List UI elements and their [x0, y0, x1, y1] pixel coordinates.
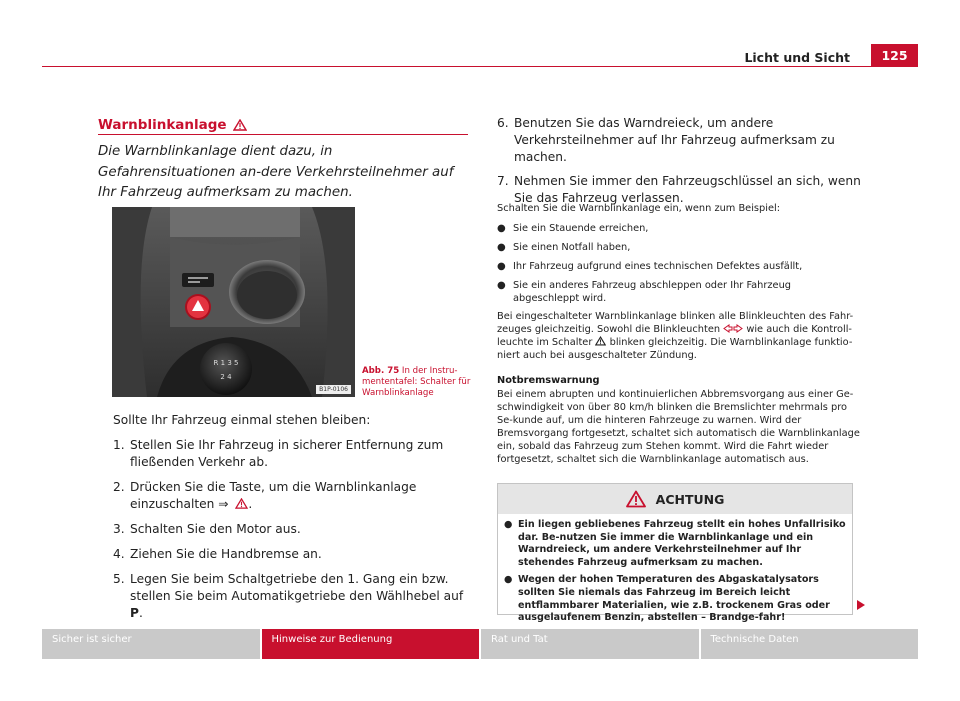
- step-text: Drücken Sie die Taste, um die Warnblinkanlage einzuschalten ⇒: [130, 480, 417, 511]
- bullet-text: Sie ein Stauende erreichen,: [513, 223, 649, 234]
- footer-tab-sicher[interactable]: Sicher ist sicher: [42, 629, 260, 659]
- step-number: 1.: [113, 438, 125, 452]
- step-text: Legen Sie beim Schaltgetriebe den 1. Gang ein bzw. stellen Sie beim Automatikgetriebe den Wählhebel auf: [130, 572, 464, 603]
- step-item: [113, 521, 473, 538]
- step-item: [497, 115, 863, 166]
- step-number: 5.: [113, 572, 125, 586]
- running-header: Licht und Sicht: [744, 50, 850, 65]
- footer-tab-bedienung[interactable]: Hinweise zur Bedienung: [262, 629, 480, 659]
- bullet-item: [497, 260, 859, 273]
- bullet-dot: ●: [504, 519, 513, 530]
- step-number: 3.: [113, 522, 125, 536]
- step-list-right: [497, 115, 863, 214]
- bullet-text: Ihr Fahrzeug aufgrund eines technischen Defektes ausfällt,: [513, 261, 803, 272]
- step-text: Ziehen Sie die Handbremse an.: [130, 547, 322, 561]
- footer-tab-rat-und-tat[interactable]: Rat und Tat: [481, 629, 699, 659]
- blinker-note: [497, 310, 861, 362]
- turn-signal-arrows-icon: [723, 324, 743, 333]
- center-console-illustration: [112, 207, 355, 397]
- bullet-dot: ●: [497, 223, 506, 234]
- bullet-item: [497, 241, 859, 254]
- bullet-dot: ●: [497, 280, 506, 291]
- bullet-text: Sie ein anderes Fahrzeug abschleppen oder Ihr Fahrzeug abgeschleppt wird.: [513, 280, 792, 304]
- section-title-text: Warnblinkanlage: [98, 117, 227, 133]
- warning-triangle-icon: [235, 498, 248, 509]
- warning-item: [504, 519, 846, 569]
- figure-caption-label: Abb. 75: [362, 366, 400, 376]
- step-number: 4.: [113, 547, 125, 561]
- figure-photo: [112, 207, 355, 397]
- step-item: [113, 571, 473, 622]
- step-item: [113, 437, 473, 471]
- bullet-text: Sie einen Notfall haben,: [513, 242, 631, 253]
- warning-item: [504, 574, 846, 624]
- gear-position-p: P: [130, 606, 139, 620]
- step-text: Stellen Sie Ihr Fahrzeug in sicherer Entfernung zum fließenden Verkehr ab.: [130, 438, 444, 469]
- figure-caption: [362, 366, 472, 399]
- warning-box: [497, 483, 853, 624]
- step-list-left: [113, 437, 473, 630]
- warning-triangle-icon: [233, 119, 247, 131]
- bullet-item: [497, 279, 859, 305]
- step-text-wrap: Drücken Sie die Taste, um die Warnblinkanlage einzuschalten ⇒ .: [130, 480, 417, 511]
- page-number: 125: [871, 44, 918, 66]
- section-intro: Die Warnblinkanlage dient dazu, in Gefahrensituationen an-dere Verkehrsteilnehmer auf Ihr Fahrzeug aufmerksam zu machen.: [98, 144, 454, 200]
- bullet-dot: ●: [504, 574, 513, 586]
- section-title: [98, 117, 247, 133]
- instructions-lead: Sollte Ihr Fahrzeug einmal stehen bleiben:: [113, 413, 371, 427]
- bullet-item: [497, 222, 859, 235]
- step-number: 2.: [113, 480, 125, 494]
- warning-box-header: [498, 484, 852, 514]
- step-text: Nehmen Sie immer den Fahrzeugschlüssel an sich, wenn Sie das Fahrzeug verlassen.: [514, 174, 861, 205]
- warning-box-title: ACHTUNG: [655, 491, 725, 507]
- step-text: Schalten Sie den Motor aus.: [130, 522, 301, 536]
- warning-item-text: Ein liegen gebliebenes Fahrzeug stellt ein hohes Unfallrisiko dar. Be-nutzen Sie immer die Warnblinkanlage und ein Warndreieck, um andere Verkehrsteilnehmer auf Ihr stehendes Fahrzeug aufmerksam zu machen.: [518, 519, 846, 568]
- step-item: [113, 546, 473, 563]
- step-text: Benutzen Sie das Warndreieck, um andere Verkehrsteilnehmer auf Ihr Fahrzeug aufmerksam zu machen.: [514, 116, 835, 164]
- continue-arrow-icon: [857, 600, 865, 610]
- usage-intro: Schalten Sie die Warnblinkanlage ein, wenn zum Beispiel:: [497, 203, 781, 214]
- step-number: 6.: [497, 116, 509, 130]
- blinker-note-c: blinken gleichzeitig. Die Warnblinkanlage funktio-niert auch bei ausgeschalteter Zündung.: [497, 337, 853, 361]
- step-text-wrap: Legen Sie beim Schaltgetriebe den 1. Gang ein bzw. stellen Sie beim Automatikgetriebe den Wählhebel auf P.: [130, 572, 464, 620]
- footer-tab-technische-daten[interactable]: Technische Daten: [701, 629, 919, 659]
- blinker-note-a: Bei eingeschalteter Warnblinkanlage blinken alle Blinkleuchten des Fahr-zeuges gleichzeitig. Sowohl die Blinkleuchten: [497, 311, 854, 335]
- footer-tabs: [42, 629, 918, 659]
- figure-caption-text: In der Instru-mententafel: Schalter für Warnblinkanlage: [362, 366, 471, 398]
- warning-item-text: Wegen der hohen Temperaturen des Abgaskatalysators sollten Sie niemals das Fahrzeug im Bereich leicht entflammbarer Materialien, wie z.B. trockenem Gras oder ausgelaufenem Benzin, abstellen – Brandge-fahr!: [518, 574, 830, 624]
- blinker-note-b: wie auch die Kontroll-leuchte im Schalter: [497, 324, 852, 348]
- svg-text:2 4: 2 4: [220, 373, 232, 381]
- bullet-dot: ●: [497, 242, 506, 253]
- step-item: [113, 479, 473, 513]
- figure-code: B1P-0106: [316, 385, 351, 394]
- usage-bullets: [497, 222, 859, 311]
- emergency-brake-text: Bei einem abrupten und kontinuierlichen Abbremsvorgang aus einer Ge-schwindigkeit von über 80 km/h blinken die Bremslichter mehrmals pro Se-kunde auf, um die hinteren Fahrzeuge zu warnen. Wird der Bremsvorgang fortgesetzt, schaltet sich automatisch die Warnblinkanlage ein, sobald das Fahrzeug zum Stehen kommt. Wird die Fahrt wieder fortgesetzt, schaltet sich die Warnblinkanlage automatisch aus.: [497, 389, 860, 465]
- warning-triangle-icon: [626, 490, 646, 508]
- step-number: 7.: [497, 174, 509, 188]
- warning-box-body: [498, 514, 852, 625]
- emergency-brake-heading: Notbremswarnung: [497, 375, 600, 386]
- section-rule: [98, 134, 468, 135]
- svg-text:R 1 3 5: R 1 3 5: [213, 359, 239, 367]
- warning-triangle-icon: [595, 336, 606, 346]
- header-rule: [42, 66, 918, 67]
- bullet-dot: ●: [497, 261, 506, 272]
